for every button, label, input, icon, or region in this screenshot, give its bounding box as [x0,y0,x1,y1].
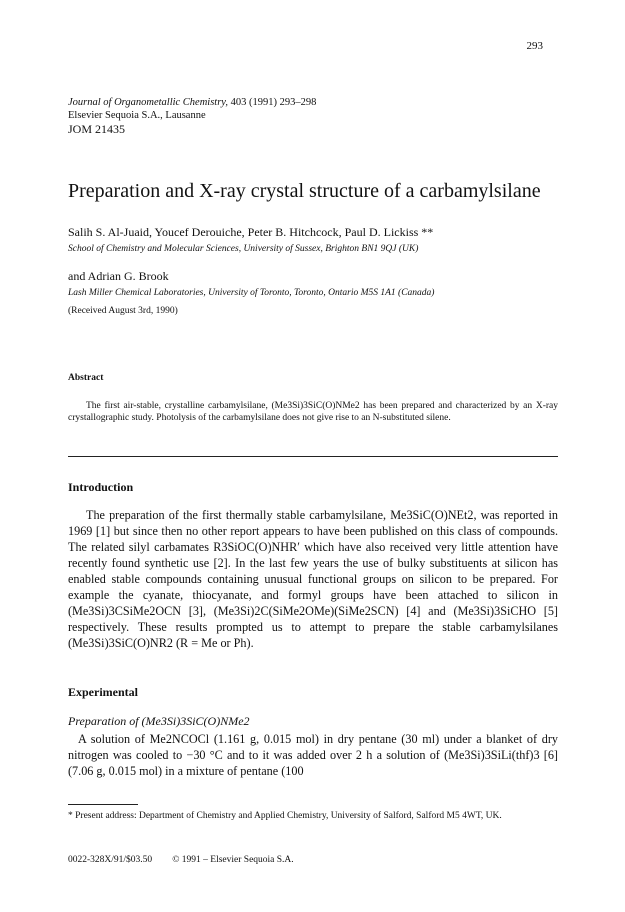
section-divider [68,456,558,457]
preparation-heading: Preparation of (Me3Si)3SiC(O)NMe2 [68,714,250,728]
introduction-text: The preparation of the first thermally stable carbamylsilane, Me3SiC(O)NEt2, was reported in 1969 [1] but since then no other report appears to have been published on this class of compounds. The related silyl carbamates R3SiOC(O)NHR′ which have also received very little attention have recently found synthetic use [2]. In the last few years the use of bulky substituents at silicon has enabled stable compounds containing unusual functional groups on silicon to be prepared. For example the cyanate, thiocyanate, and formyl groups have been attached to silicon in (Me3Si)3CSiMe2OCN [3], (Me3Si)2C(SiMe2OMe)(SiMe2SCN) [4] and (Me3Si)3SiCHO [5] respectively. These results prompted us to attempt to prepare the stable carbamylsilanes (Me3Si)3SiC(O)NR2 (R = Me or Ph). [68,508,558,650]
abstract-text: The first air-stable, crystalline carbamylsilane, (Me3Si)3SiC(O)NMe2 has been prepared and characterized by an X-ray crystallographic study. Photolysis of the carbamylsilane does not give rise to an N-substituted silene. [68,401,558,423]
jom-number: JOM 21435 [68,122,126,136]
affiliation-sussex: School of Chemistry and Molecular Sciences, University of Sussex, Brighton BN1 9QJ (UK) [68,244,419,254]
preparation-text: A solution of Me2NCOCl (1.161 g, 0.015 mol) in dry pentane (30 ml) under a blanket of dry nitrogen was cooled to −30 °C and to it was added over 2 h a solution of (Me3Si)3SiLi(thf)3 [6] (7.06 g, 0.015 mol) in a mixture of pentane (100 [68,732,558,778]
authors-secondary: and Adrian G. Brook [68,269,169,283]
page-footer [68,855,294,865]
issn-code: 0022-328X/91/$03.50 [68,855,153,865]
abstract-heading: Abstract [68,373,104,383]
article-title: Preparation and X-ray crystal structure of a carbamylsilane [68,180,541,202]
affiliation-toronto: Lash Miller Chemical Laboratories, University of Toronto, Toronto, Ontario M5S 1A1 (Canada) [68,288,435,298]
journal-name: Journal of Organometallic Chemistry, [68,97,229,108]
journal-citation [68,96,316,122]
received-date: (Received August 3rd, 1990) [68,306,178,316]
copyright: © 1991 – Elsevier Sequoia S.A. [172,855,294,865]
introduction-heading: Introduction [68,480,134,494]
authors-primary: Salih S. Al-Juaid, Youcef Derouiche, Peter B. Hitchcock, Paul D. Lickiss ** [68,225,434,239]
journal-volume: 403 (1991) 293–298 [228,97,317,108]
page-number: 293 [526,40,543,52]
experimental-heading: Experimental [68,685,138,699]
footnote: * Present address: Department of Chemistry and Applied Chemistry, University of Salford, Salford M5 4WT, UK. [68,811,502,821]
publisher: Elsevier Sequoia S.A., Lausanne [68,110,206,121]
footnote-divider [68,804,138,805]
